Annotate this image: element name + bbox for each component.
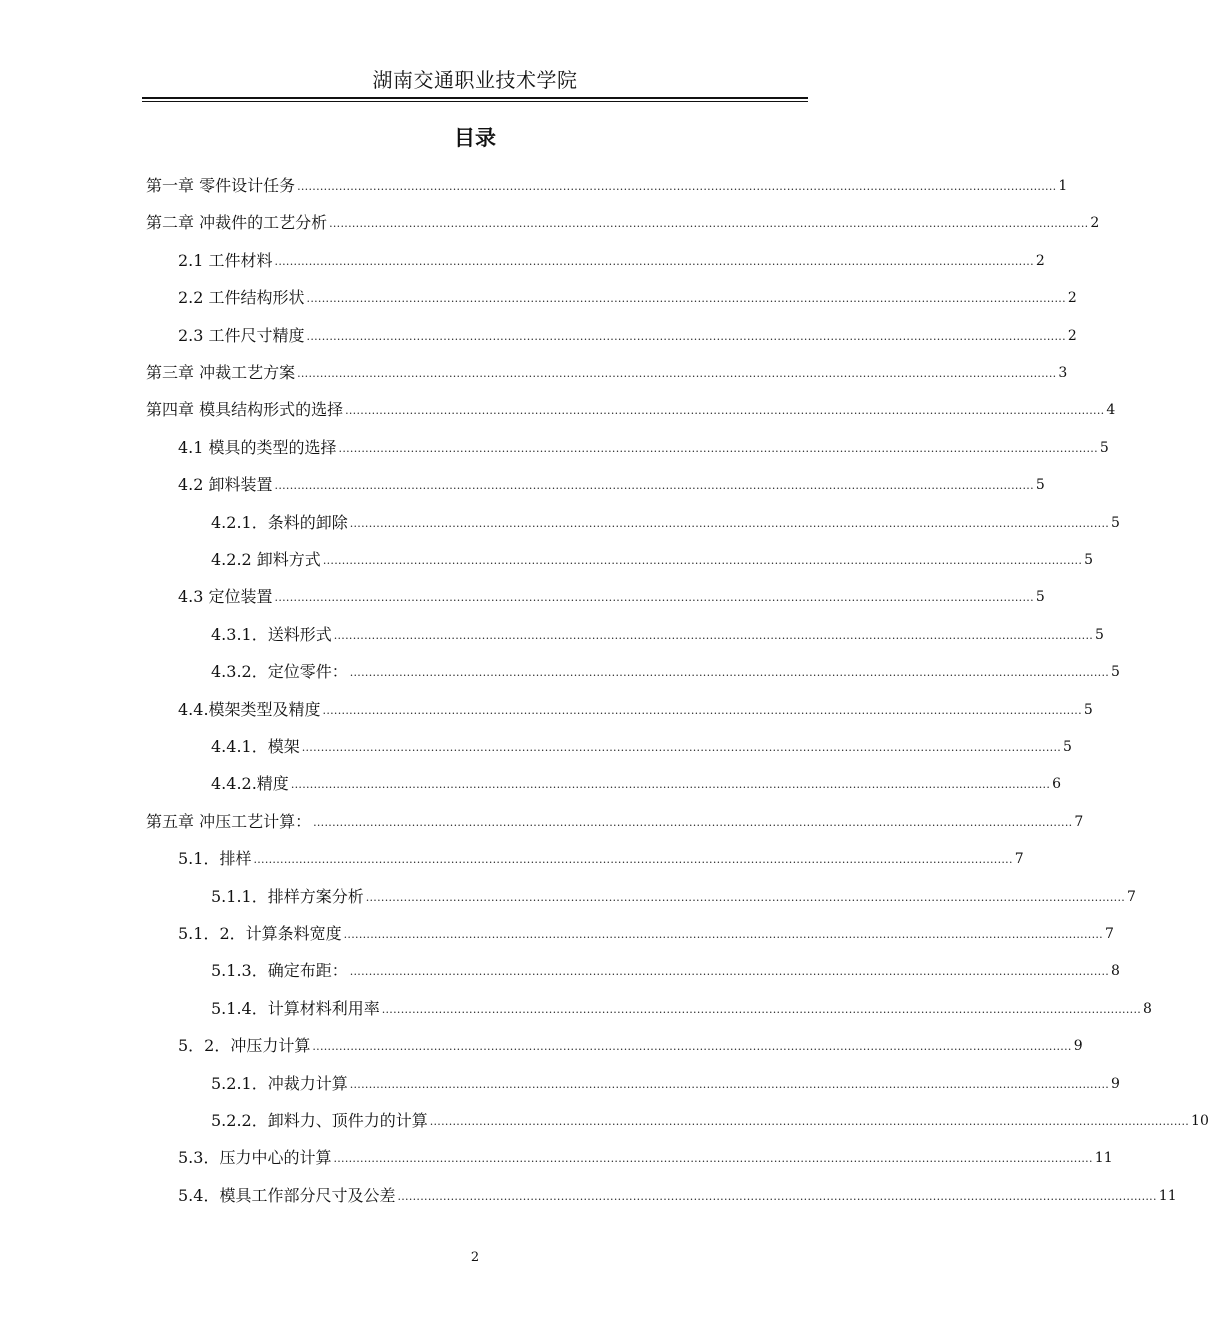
toc-entry-page: 7 xyxy=(1014,851,1024,868)
toc-entry[interactable] xyxy=(211,615,1104,645)
toc-entry-page: 5 xyxy=(1063,739,1072,755)
toc-entry-page: 5 xyxy=(1111,514,1120,531)
toc-entry-page: 5 xyxy=(1083,701,1093,718)
toc-entry-title: 4.4.1．模架 xyxy=(211,737,300,756)
toc-entry-page: 2 xyxy=(1067,290,1077,307)
toc-leader-dots: ........................................................................................................................................................................................................ xyxy=(274,479,1034,493)
toc-entry-page: 2 xyxy=(1035,252,1045,269)
toc-leader-dots: ........................................................................................................................................................................................................ xyxy=(338,441,1098,455)
toc-entry-page: 3 xyxy=(1058,365,1068,381)
toc-entry[interactable] xyxy=(211,1064,1120,1094)
toc-entry-page: 5 xyxy=(1099,439,1109,456)
header-rule-thin xyxy=(142,101,808,102)
toc-entry-title: 4.3.1．送料形式 xyxy=(211,624,332,644)
toc-entry[interactable] xyxy=(211,540,1094,570)
toc-leader-dots: ........................................................................................................................................................................................................ xyxy=(349,516,1110,530)
toc-entry-title: 4.4.模架类型及精度 xyxy=(178,699,321,719)
toc-entry-page: 7 xyxy=(1074,813,1084,830)
toc-entry[interactable] xyxy=(211,503,1120,533)
toc-leader-dots: ........................................................................................................................................................................................................ xyxy=(349,1077,1110,1091)
toc-entry-title: 5.1.3．确定布距： xyxy=(211,961,348,981)
toc-entry[interactable] xyxy=(178,1138,1113,1168)
toc-entry-title: 第二章 冲裁件的工艺分析 xyxy=(146,213,328,233)
toc-entry-title: 5.1．排样 xyxy=(178,849,252,869)
toc-leader-dots: ........................................................................................................................................................................................................ xyxy=(301,741,1062,754)
toc-leader-dots: ........................................................................................................................................................................................................ xyxy=(349,965,1110,979)
toc-entry[interactable] xyxy=(178,1026,1083,1056)
toc-entry-title: 5.4．模具工作部分尺寸及公差 xyxy=(178,1185,396,1205)
toc-entry-page: 5 xyxy=(1035,477,1045,494)
toc-entry[interactable] xyxy=(211,764,1062,794)
toc-leader-dots: ........................................................................................................................................................................................................ xyxy=(381,1002,1142,1016)
toc-entry-page: 11 xyxy=(1094,1150,1113,1167)
toc-leader-dots: ........................................................................................................................................................................................................ xyxy=(322,703,1082,717)
toc-entry[interactable] xyxy=(211,877,1136,907)
toc-entry-page: 4 xyxy=(1106,402,1116,419)
toc-entry[interactable] xyxy=(178,577,1045,607)
toc-leader-dots: ........................................................................................................................................................................................................ xyxy=(322,554,1083,567)
toc-entry-title: 2.1 工件材料 xyxy=(178,250,273,270)
toc-entry-title: 2.2 工件结构形状 xyxy=(178,288,305,308)
toc-entry-title: 4.2.1．条料的卸除 xyxy=(211,512,348,532)
toc-entry[interactable] xyxy=(146,166,1068,196)
toc-leader-dots: ........................................................................................................................................................................................................ xyxy=(345,404,1105,418)
toc-entry[interactable] xyxy=(178,690,1093,720)
toc-leader-dots: ........................................................................................................................................................................................................ xyxy=(333,1152,1093,1166)
toc-entry[interactable] xyxy=(146,353,1068,383)
toc-entry-page: 7 xyxy=(1127,888,1136,905)
toc-entry-title: 5.1.1．排样方案分析 xyxy=(211,886,364,906)
toc-leader-dots: ........................................................................................................................................................................................................ xyxy=(343,928,1103,941)
toc-entry-page: 10 xyxy=(1191,1113,1209,1129)
toc-entry-title: 第三章 冲裁工艺方案 xyxy=(146,363,296,382)
toc-leader-dots: ........................................................................................................................................................................................................ xyxy=(349,666,1110,680)
toc-entry[interactable] xyxy=(211,727,1072,757)
toc-entry-page: 9 xyxy=(1073,1038,1083,1055)
toc-entry[interactable] xyxy=(178,914,1114,944)
toc-entry-page: 5 xyxy=(1084,552,1094,568)
toc-entry[interactable] xyxy=(146,203,1100,233)
toc-entry-title: 5．2．冲压力计算 xyxy=(178,1036,311,1056)
toc-entry-title: 5.1．2．计算条料宽度 xyxy=(178,924,342,943)
toc-entry-title: 4.1 模具的类型的选择 xyxy=(178,437,337,457)
toc-entry[interactable] xyxy=(178,278,1077,308)
toc-leader-dots: ........................................................................................................................................................................................................ xyxy=(297,367,1057,380)
toc-entry[interactable] xyxy=(178,839,1024,869)
page-number: 2 xyxy=(470,1250,480,1265)
toc-leader-dots: ........................................................................................................................................................................................................ xyxy=(290,778,1051,792)
header-rule xyxy=(142,97,808,99)
toc-entry-title: 4.3 定位装置 xyxy=(178,587,273,607)
toc-leader-dots: ........................................................................................................................................................................................................ xyxy=(313,815,1073,829)
toc-entry-page: 5 xyxy=(1035,589,1045,606)
toc-entry-page: 2 xyxy=(1067,327,1077,344)
toc-entry-title: 2.3 工件尺寸精度 xyxy=(178,325,305,345)
toc-leader-dots: ........................................................................................................................................................................................................ xyxy=(333,628,1094,642)
toc-entry-page: 7 xyxy=(1104,926,1114,942)
toc-leader-dots: ........................................................................................................................................................................................................ xyxy=(329,217,1089,231)
toc-entry-title: 5.2.1．冲裁力计算 xyxy=(211,1073,348,1093)
toc-entry-page: 8 xyxy=(1143,1000,1152,1017)
header-institution-name: 湖南交通职业技术学院 xyxy=(372,68,578,92)
toc-entry-title: 4.4.2.精度 xyxy=(211,774,289,794)
toc-entry-page: 11 xyxy=(1158,1187,1177,1204)
toc-entry-title: 4.2 卸料装置 xyxy=(178,475,273,495)
toc-leader-dots: ........................................................................................................................................................................................................ xyxy=(274,591,1034,605)
toc-entry[interactable] xyxy=(211,1101,1209,1131)
toc-entry[interactable] xyxy=(211,652,1120,682)
toc-entry[interactable] xyxy=(146,390,1116,420)
toc-leader-dots: ........................................................................................................................................................................................................ xyxy=(429,1115,1190,1128)
toc-entry-title: 5.1.4．计算材料利用率 xyxy=(211,998,380,1018)
toc-entry[interactable] xyxy=(178,1176,1177,1206)
toc-entry-page: 9 xyxy=(1111,1075,1120,1092)
toc-entry-title: 第四章 模具结构形式的选择 xyxy=(146,400,344,420)
toc-leader-dots: ........................................................................................................................................................................................................ xyxy=(297,180,1057,193)
toc-entry[interactable] xyxy=(211,989,1152,1019)
toc-entry-page: 5 xyxy=(1095,626,1104,643)
toc-entry[interactable] xyxy=(211,951,1120,981)
toc-entry-title: 5.2.2．卸料力、顶件力的计算 xyxy=(211,1111,428,1130)
toc-entry[interactable] xyxy=(178,428,1109,458)
toc-leader-dots: ........................................................................................................................................................................................................ xyxy=(312,1040,1072,1054)
toc-entry-title: 第五章 冲压工艺计算： xyxy=(146,811,312,831)
toc-entry-page: 6 xyxy=(1052,776,1062,793)
toc-entry-title: 4.3.2．定位零件： xyxy=(211,662,348,682)
toc-title: 目录 xyxy=(454,126,496,150)
toc-entry-page: 2 xyxy=(1090,215,1100,232)
toc-leader-dots: ........................................................................................................................................................................................................ xyxy=(306,329,1066,343)
toc-entry[interactable] xyxy=(178,241,1045,271)
toc-leader-dots: ........................................................................................................................................................................................................ xyxy=(306,292,1066,306)
toc-leader-dots: ........................................................................................................................................................................................................ xyxy=(365,890,1126,904)
toc-leader-dots: ........................................................................................................................................................................................................ xyxy=(274,254,1034,268)
toc-leader-dots: ........................................................................................................................................................................................................ xyxy=(397,1189,1157,1203)
toc-entry-page: 5 xyxy=(1111,664,1120,681)
toc-entry-title: 5.3．压力中心的计算 xyxy=(178,1148,332,1168)
toc-entry[interactable] xyxy=(178,316,1077,346)
toc-entry-page: 1 xyxy=(1058,178,1068,194)
toc-entry-title: 4.2.2 卸料方式 xyxy=(211,550,321,569)
toc-entry[interactable] xyxy=(146,802,1084,832)
toc-entry-page: 8 xyxy=(1111,963,1120,980)
toc-entry[interactable] xyxy=(178,465,1045,495)
toc-leader-dots: ........................................................................................................................................................................................................ xyxy=(253,853,1013,867)
toc-entry-title: 第一章 零件设计任务 xyxy=(146,176,296,195)
